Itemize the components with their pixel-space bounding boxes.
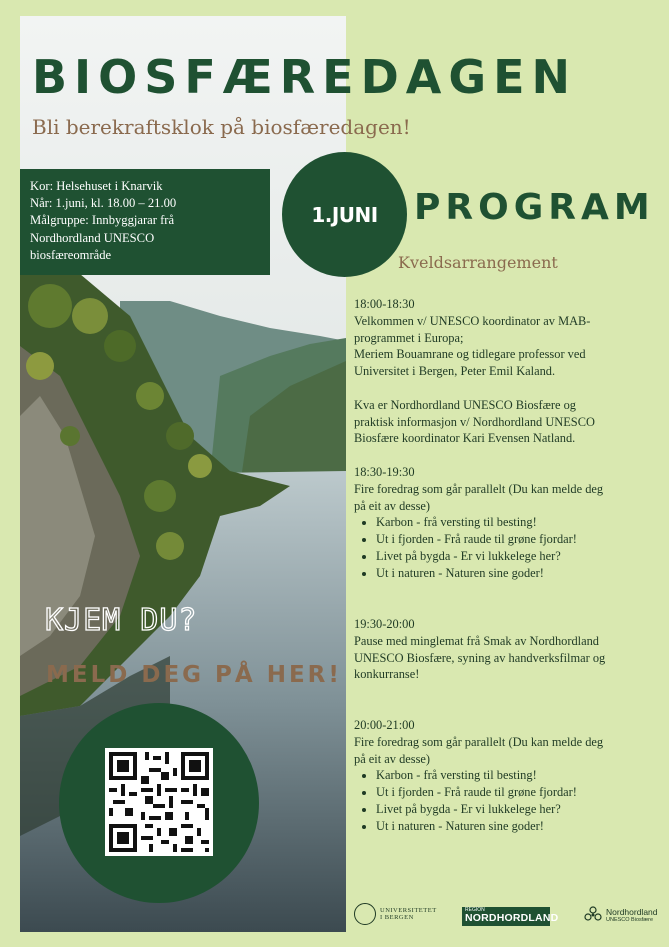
spacer — [354, 380, 654, 397]
region-small-text: REGION — [465, 907, 485, 913]
block-text: Universitet i Bergen, Peter Emil Kaland. — [354, 364, 556, 379]
event-subtitle: Bli berekraftsklok på biosfæredagen! — [32, 115, 411, 139]
talk-item: • Livet på bygda - Er vi lukkelege her? — [376, 548, 654, 565]
audience-line-2: Nordhordland UNESCO — [30, 230, 155, 245]
block-text: Pause med minglemat frå Smak av Nordhordland — [354, 633, 599, 648]
qr-code-icon — [105, 748, 213, 856]
date-badge — [282, 152, 407, 277]
program-title: PROGRAM — [414, 187, 655, 228]
time-line: Når: 1.juni, kl. 18.00 – 21.00 — [30, 196, 177, 211]
uib-logo-text — [380, 907, 437, 921]
talk-list — [354, 767, 654, 834]
program-block-3 — [354, 616, 654, 683]
talk-item: • Ut i naturen - Naturen sine goder! — [376, 565, 654, 582]
block-text: praktisk informasjon v/ Nordhordland UNESCO — [354, 414, 595, 429]
audience-line-3: biosfæreområde — [30, 247, 112, 262]
block-time: 18:30-19:30 — [354, 465, 415, 479]
cta-question: KJEM DU? — [45, 603, 198, 638]
block-text: Fire foredrag som går parallelt (Du kan melde deg — [354, 734, 604, 749]
event-info-box — [20, 169, 270, 275]
qr-code[interactable] — [105, 748, 213, 856]
uib-line-1: UNIVERSITETET — [380, 907, 437, 914]
uib-logo[interactable] — [354, 903, 437, 925]
date-badge-label: 1.JUNI — [311, 202, 378, 227]
uib-line-2: I BERGEN — [380, 914, 414, 921]
block-text: Biosfære koordinator Kari Evensen Natland. — [354, 431, 576, 446]
region-big-text: NORDHORDLAND — [465, 912, 559, 924]
biosphere-flower-icon — [583, 905, 603, 925]
program-block-1 — [354, 296, 654, 447]
block-time: 19:30-20:00 — [354, 617, 415, 631]
partner-logos — [354, 903, 669, 929]
block-text: Velkommen v/ UNESCO koordinator av MAB- — [354, 313, 591, 328]
talk-list — [354, 514, 654, 581]
talk-item: • Karbon - frå versting til besting! — [376, 767, 654, 784]
block-time: 20:00-21:00 — [354, 718, 415, 732]
talk-item: • Livet på bygda - Er vi lukkelege her? — [376, 801, 654, 818]
talk-item: • Ut i naturen - Naturen sine goder! — [376, 818, 654, 835]
program-block-2 — [354, 464, 654, 582]
nordhordland-unesco-logo[interactable] — [583, 905, 658, 925]
program-subtitle: Kveldsarrangement — [398, 253, 558, 272]
talk-item: • Ut i fjorden - Frå raude til grøne fjordar! — [376, 531, 654, 548]
block-text: programmet i Europa; — [354, 330, 464, 345]
block-text: UNESCO Biosfære, syning av handverksfilmar og — [354, 650, 606, 665]
block-text: Meriem Bouamrane og tidlegare professor ved — [354, 347, 586, 362]
program-block-4 — [354, 717, 654, 835]
block-text: på eit av desse) — [354, 751, 431, 766]
block-text: konkurranse! — [354, 667, 420, 682]
location-line: Kor: Helsehuset i Knarvik — [30, 179, 163, 193]
block-text: Fire foredrag som går parallelt (Du kan melde deg — [354, 481, 604, 496]
block-time: 18:00-18:30 — [354, 297, 415, 311]
block-text: på eit av desse) — [354, 498, 431, 513]
nh-line-1: Nordhordland — [606, 906, 658, 917]
audience-line: Målgruppe: Innbyggjarar frå — [30, 213, 175, 228]
nh-line-2: UNESCO Biosfære — [606, 916, 654, 923]
region-nordhordland-logo[interactable] — [462, 907, 559, 926]
talk-item: • Ut i fjorden - Frå raude til grøne fjordar! — [376, 784, 654, 801]
block-text: Kva er Nordhordland UNESCO Biosfære og — [354, 397, 576, 412]
uib-seal-icon — [354, 903, 376, 925]
cta-register: MELD DEG PÅ HER! — [46, 662, 342, 688]
nordhordland-unesco-text — [606, 908, 658, 923]
event-title: BIOSFÆREDAGEN — [32, 50, 578, 104]
talk-item: • Karbon - frå versting til besting! — [376, 514, 654, 531]
